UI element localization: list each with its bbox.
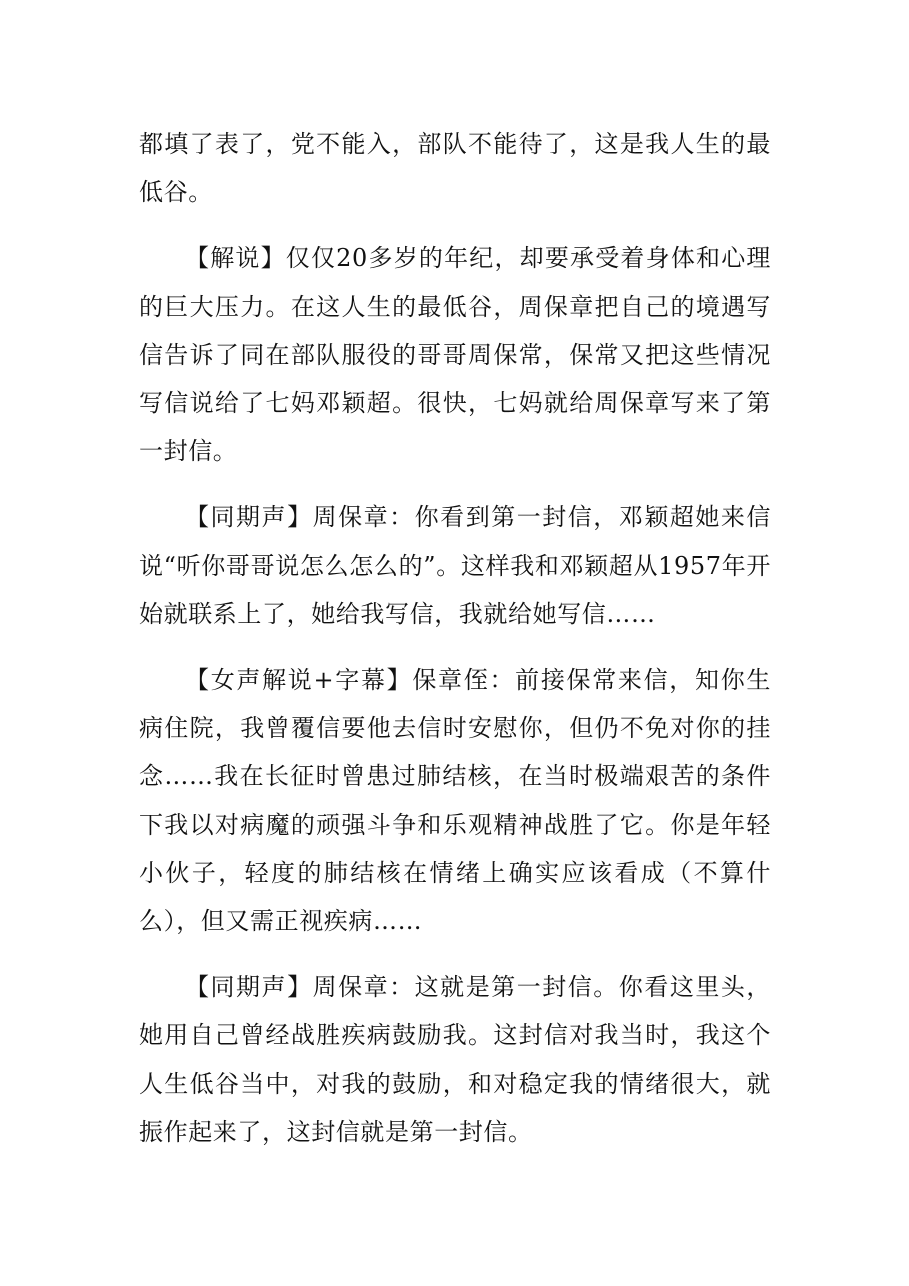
paragraph-gap: [139, 638, 771, 656]
paragraph-3: 【同期声】周保章：你看到第一封信，邓颖超她来信说“听你哥哥说怎么怎么的”。这样我和邓颖超从1957年开始就联系上了，她给我写信，我就给她写信……: [139, 503, 771, 628]
paragraph-gap: [139, 216, 771, 234]
paragraph-4: 【女声解说+字幕】保章侄：前接保常来信，知你生病住院，我曾覆信要他去信时安慰你，但仍不免对你的挂念……我在长征时曾患过肺结核，在当时极端艰苦的条件下我以对病魔的顽强斗争和乐观精神战胜了它。你是年轻小伙子，轻度的肺结核在情绪上确实应该看成（不算什么），但又需正视疾病……: [139, 666, 771, 936]
paragraph-gap: [139, 945, 771, 963]
paragraph-2: 【解说】仅仅20多岁的年纪，却要承受着身体和心理的巨大压力。在这人生的最低谷，周保章把自己的境遇写信告诉了同在部队服役的哥哥周保常，保常又把这些情况写信说给了七妈邓颖超。很快，七妈就给周保章写来了第一封信。: [139, 244, 771, 466]
paragraph-gap: [139, 475, 771, 493]
paragraph-1: 都填了表了，党不能入，部队不能待了，这是我人生的最低谷。: [139, 130, 771, 207]
paragraph-5: 【同期声】周保章：这就是第一封信。你看这里头，她用自己曾经战胜疾病鼓励我。这封信对我当时，我这个人生低谷当中，对我的鼓励，和对稳定我的情绪很大，就振作起来了，这封信就是第一封信。: [139, 973, 771, 1146]
document-body: [139, 120, 771, 1156]
